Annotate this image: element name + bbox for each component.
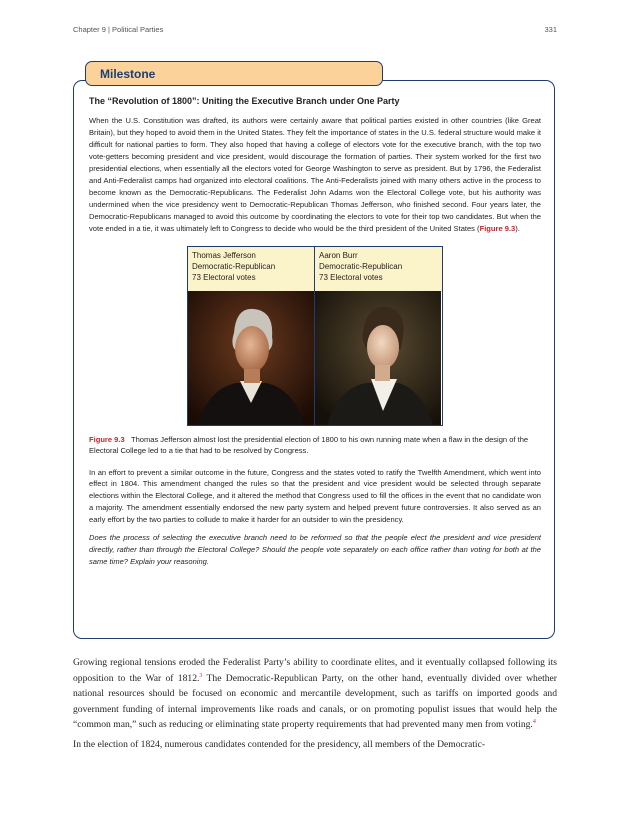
burr-votes: 73 Electoral votes (319, 272, 383, 282)
burr-name: Aaron Burr (319, 250, 358, 260)
page-number: 331 (544, 25, 557, 34)
milestone-intro-paragraph: When the U.S. Constitution was drafted, its authors were certainly aware that political parties existed in other countries (like Great Britain), but they hoped to avoid them in the United States. They felt the importance of states in the U.S. federal structure would make it difficult for national parties to form. They also hoped that having a college of electors vote for the executive branch, with the top two vote-getters becoming president and vice president, would discourage the formation of parties. Their system worked for the first two presidential elections, when essentially all the electors voted for George Washington to serve as president. But by 1796, the Federalist and Anti-Federalist camps had organized into electoral coalitions. The Anti-Federalists joined with many others active in the process to become known as the Democratic-Republicans. The Federalist John Adams won the Electoral College vote, but his authority was undermined when the vice presidency went to Democratic-Republican Thomas Jefferson, who finished second. Four years later, the Democratic-Republicans managed to avoid this outcome by coordinating the electors to vote for their top two candidates. But when the vote ended in a tie, it was ultimately left to Congress to decide who would be the third president of the United States (Figure 9.3). (89, 116, 541, 233)
burr-portrait-image (315, 291, 441, 425)
milestone-label: Milestone (100, 67, 156, 81)
figure-9-3 (89, 246, 541, 426)
running-header-chapter: Chapter 9 | Political Parties (73, 25, 164, 34)
burr-caption (315, 247, 442, 291)
footnote-3[interactable]: 3 (199, 672, 203, 679)
jefferson-portrait-image (188, 291, 314, 425)
body-paragraph-2: In the election of 1824, numerous candidates contended for the presidency, all members of the Democratic- (73, 738, 486, 750)
burr-party: Democratic-Republican (319, 261, 403, 271)
jefferson-name: Thomas Jefferson (192, 250, 256, 260)
figure-caption (89, 434, 541, 456)
milestone-question: Does the process of selecting the executive branch need to be reformed so that the people elect the president and vice president directly, rather than through the Electoral College? Should the people vote separately on each office rather than voting for both at the same time? Explain your reasoning. (89, 533, 541, 567)
figure-caption-label: Figure 9.3 (89, 434, 125, 444)
milestone-tab (85, 61, 383, 86)
burr-panel (315, 246, 443, 426)
milestone-title: The “Revolution of 1800”: Uniting the Executive Branch under One Party (89, 96, 400, 106)
jefferson-party: Democratic-Republican (192, 261, 276, 271)
milestone-content (89, 96, 541, 568)
footnote-4[interactable]: 4 (532, 718, 536, 725)
body-paragraph-1: Growing regional tensions eroded the Federalist Party’s ability to coordinate elites, and it eventually collapsed following its opposition to the War of 1812.$^3$ The Democratic-Republican Party, on the other hand, eventually divided over whether national resources should be focused on economic and mercantile development, such as tariffs on imported goods and government funding of internal improvements like roads and canals, or on promoting populist issues that would help the “common man,” such as reducing or eliminating state property requirements that had prevented many men from voting.$^4$ (73, 657, 557, 730)
jefferson-panel (187, 246, 315, 426)
jefferson-caption (188, 247, 314, 291)
jefferson-votes: 73 Electoral votes (192, 272, 256, 282)
figure-caption-text: Thomas Jefferson almost lost the presidential election of 1800 to his own running mate when a flaw in the design of the Electoral College led to a tie that had to be resolved by Congress. (89, 434, 529, 455)
jefferson-portrait (188, 291, 314, 425)
figure-link[interactable]: Figure 9.3 (479, 223, 516, 233)
body-text (73, 655, 557, 756)
burr-portrait (315, 291, 442, 425)
milestone-second-paragraph: In an effort to prevent a similar outcome in the future, Congress and the states voted to ratify the Twelfth Amendment, which went into effect in 1804. This amendment changed the rules so that the president and vice president would be selected through separate elections within the Electoral College, and it altered the method that Congress used to fill the offices in the event that no candidate won a majority. The amendment essentially endorsed the new party system and helped prevent future controversies. It also served as an early effort by the two parties to collude to make it harder for an outsider to win the presidency. (89, 467, 541, 525)
